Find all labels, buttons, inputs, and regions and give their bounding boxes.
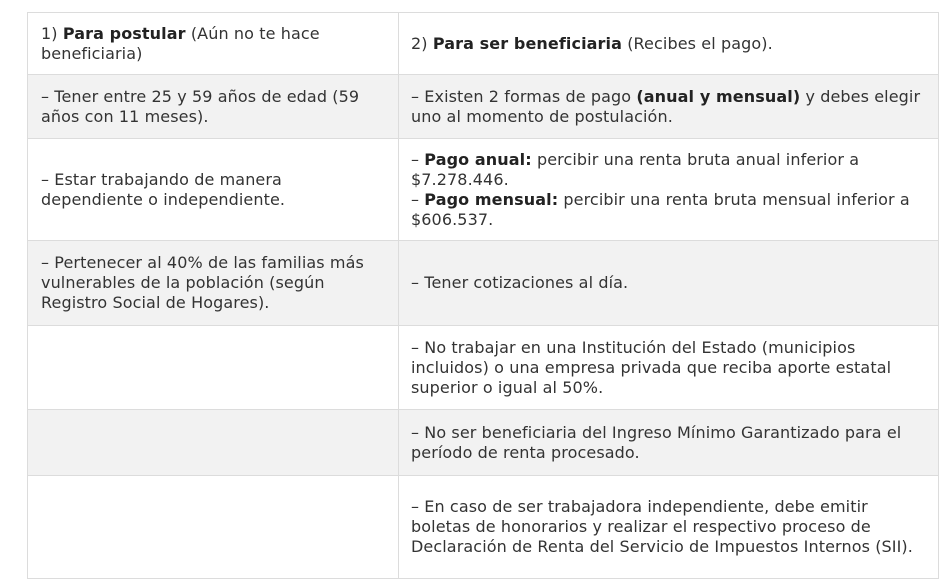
payment-option-text: percibir una renta bruta anual inferior a $7.278.446.: [411, 149, 860, 189]
cell-text: y debes elegir uno al momento de postulación.: [411, 86, 921, 126]
table-cell-empty: [28, 476, 399, 579]
table-header-row: [28, 13, 939, 75]
table-cell: – Tener cotizaciones al día.: [399, 241, 939, 326]
table-cell-empty: [28, 410, 399, 476]
payment-option-label: Pago mensual:: [424, 189, 559, 209]
header-number: 2): [411, 33, 428, 53]
payment-option-label: Pago anual:: [424, 149, 532, 169]
header-note: (Aún no te hace beneficiaria): [41, 23, 320, 63]
table-row: [28, 410, 939, 476]
payment-option-text: percibir una renta bruta mensual inferior a $606.537.: [411, 189, 910, 229]
table-row: [28, 326, 939, 410]
header-cell-beneficiaria: [399, 13, 939, 75]
table-cell: – Pertenecer al 40% de las familias más vulnerables de la población (según Registro Social de Hogares).: [28, 241, 399, 326]
requirements-table: [27, 12, 939, 579]
table-row: [28, 241, 939, 326]
bullet-dash: –: [411, 189, 420, 209]
table-cell: [399, 139, 939, 241]
header-title: Para postular: [62, 23, 186, 43]
table-cell: – No trabajar en una Institución del Estado (municipios incluidos) o una empresa privada que reciba aporte estatal superior o igual al 50%.: [399, 326, 939, 410]
table-cell: – Estar trabajando de manera dependiente o independiente.: [28, 139, 399, 241]
header-cell-postular: [28, 13, 399, 75]
header-note: (Recibes el pago).: [627, 33, 773, 53]
table-cell-empty: [28, 326, 399, 410]
bullet-dash: –: [411, 149, 420, 169]
payment-option-annual: [411, 150, 928, 190]
cell-bold-text: (anual y mensual): [636, 86, 801, 106]
payment-option-monthly: [411, 190, 928, 230]
table-cell: – No ser beneficiaria del Ingreso Mínimo Garantizado para el período de renta procesado.: [399, 410, 939, 476]
table-row: [28, 139, 939, 241]
header-number: 1): [41, 23, 58, 43]
table-cell: – Tener entre 25 y 59 años de edad (59 años con 11 meses).: [28, 75, 399, 139]
table-row: [28, 476, 939, 579]
cell-text: – Existen 2 formas de pago: [411, 86, 632, 106]
header-title: Para ser beneficiaria: [432, 33, 623, 53]
table-cell: [399, 75, 939, 139]
table-cell: – En caso de ser trabajadora independiente, debe emitir boletas de honorarios y realizar el respectivo proceso de Declaración de Renta del Servicio de Impuestos Internos (SII).: [399, 476, 939, 579]
table-row: [28, 75, 939, 139]
